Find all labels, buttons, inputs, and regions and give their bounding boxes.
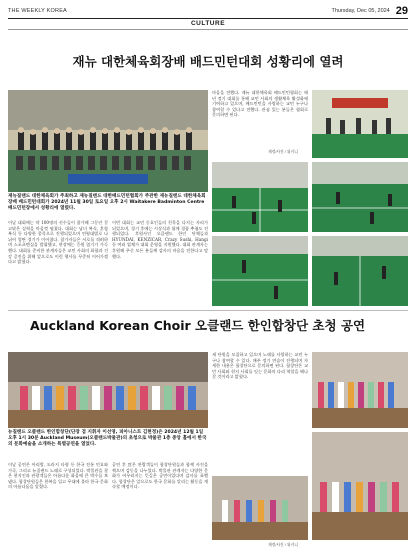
article2-headline: Auckland Korean Choir 오클랜드 한인합창단 초청 공연: [30, 318, 366, 333]
issue-date: Thursday, Dec 05, 2024: [331, 8, 390, 14]
photo-court-match-1: [212, 162, 308, 232]
article1-column-right: 마음을 전했다. 재뉴 대한체육회 배드민턴협회는 매년 정기 대회를 통해 교민 사회의 생활체육 활성화에 기여하고 있으며, 배드민턴을 사랑하는 교민 누구나 참여할 수 있다고 전했다. 관심 있는 분들은 협회로 문의하면 된다.: [212, 90, 308, 118]
article-divider: [8, 310, 408, 311]
group-photo-badminton: [8, 90, 208, 192]
page-number: 29: [395, 5, 408, 17]
article2-column-left: 이날 공연은 아리랑, 도라지 타령 등 한국 전통 민요와 가곡, 그리고 뉴질랜드 노래로 구성되었다. 박물관을 찾은 현지인과 관광객들은 아름다운 화음에 큰 박수를 보냈다. 합창단원들은 한복을 입고 무대에 올라 한국 문화의 아름다움을 알렸다.: [8, 462, 108, 490]
photo-choir-performance-2: [312, 432, 408, 540]
article1-headline: 재뉴 대한체육회장배 배드민턴대회 성황리에 열려: [72, 54, 344, 69]
photo-choir-stage: [8, 352, 208, 428]
article1-credit: 재정/사진 / 위키니: [268, 150, 298, 154]
masthead-right: [331, 5, 408, 17]
article2-column-mid: 공연 후 많은 관람객들이 합창단원들과 함께 사진을 찍으며 감동을 나누었다. 박물관 관계자는 다양한 문화가 어우러지는 뜻깊은 공연이었다며 감사를 표했다. 합창단은 앞으로도 한국 문화를 알리는 활동을 계속할 예정이다.: [112, 462, 208, 490]
article1-column-left: 이날 대회에는 약 100명의 선수들이 참가해 그동안 갈고닦은 실력을 마음껏 펼쳤다. 대회는 남녀 복식, 혼합 복식 등 다양한 종목으로 진행되었으며 연령대별로 나뉘어 열띤 경기가 이어졌다. 참가자들은 서로를 격려하며 스포츠맨십을 발휘했고, 현장에는 응원 열기가 가득했다. 대회를 준비한 관계자들은 교민 사회의 화합과 건강 증진을 위해 앞으로도 이런 행사를 꾸준히 이어가겠다고 밝혔다.: [8, 220, 108, 265]
article1-column-mid: 이번 대회는 교민 동호인들의 친목을 다지는 자리가 되었으며, 경기 후에는 시상식과 함께 경품 추첨도 진행되었다. 후원사인 오클랜드 한인 단체들과 HYUNDAI, KENZICAR, Crazy Sushi, Hangi 등 여러 업체가 대회 운영을 지원했다. 대회 관계자는 후원해 주신 모든 분들께 감사의 마음을 전한다고 말했다.: [112, 220, 208, 259]
masthead-rule: [8, 18, 408, 19]
photo-court-match-3: [212, 236, 308, 306]
photo-choir-group: [312, 352, 408, 428]
article2-column-right: 새 단원을 모집하고 있으며 노래를 사랑하는 교민 누구나 참여할 수 있다. 매주 정기 연습이 진행되며 자세한 내용은 합창단으로 문의하면 된다. 합창단은 교민 사회와 현지 사회를 잇는 문화의 다리 역할을 해나갈 것이라고 밝혔다.: [212, 352, 308, 380]
photo-court-match-4: [312, 236, 408, 306]
section-label: CULTURE: [190, 20, 226, 27]
photo-team-banner: [312, 90, 408, 158]
article2-caption: 뉴질랜드 오클랜드 한인합창단(단장 겸 지휘자 이선영, 피아니스트 김현정)은 2024년 12월 1일 오후 1시 30분 Auckland Museum(오클랜드박물관)의 초청으로 박물관 1층 중앙 홀에서 한국의 문화예술을 소개하는 특별공연을 열었다.: [8, 430, 207, 448]
section-rule: [8, 29, 408, 30]
article2-credit: 재정/사진 / 위키니: [268, 543, 298, 547]
paper-name: THE WEEKLY KOREA: [8, 8, 67, 14]
photo-court-match-2: [312, 162, 408, 232]
photo-choir-performance-1: [212, 476, 308, 540]
article1-caption: 재뉴질랜드 대한체육회가 주최하고 재뉴질랜드 대한배드민턴협회가 주관한 재뉴질랜드 대한체육회장배 배드민턴대회가 2024년 11월 30일 토요일 오후 2시 Waitakere Badminton Centre 배드민턴장에서 성황리에 열렸다.: [8, 194, 206, 212]
masthead: [8, 4, 408, 18]
